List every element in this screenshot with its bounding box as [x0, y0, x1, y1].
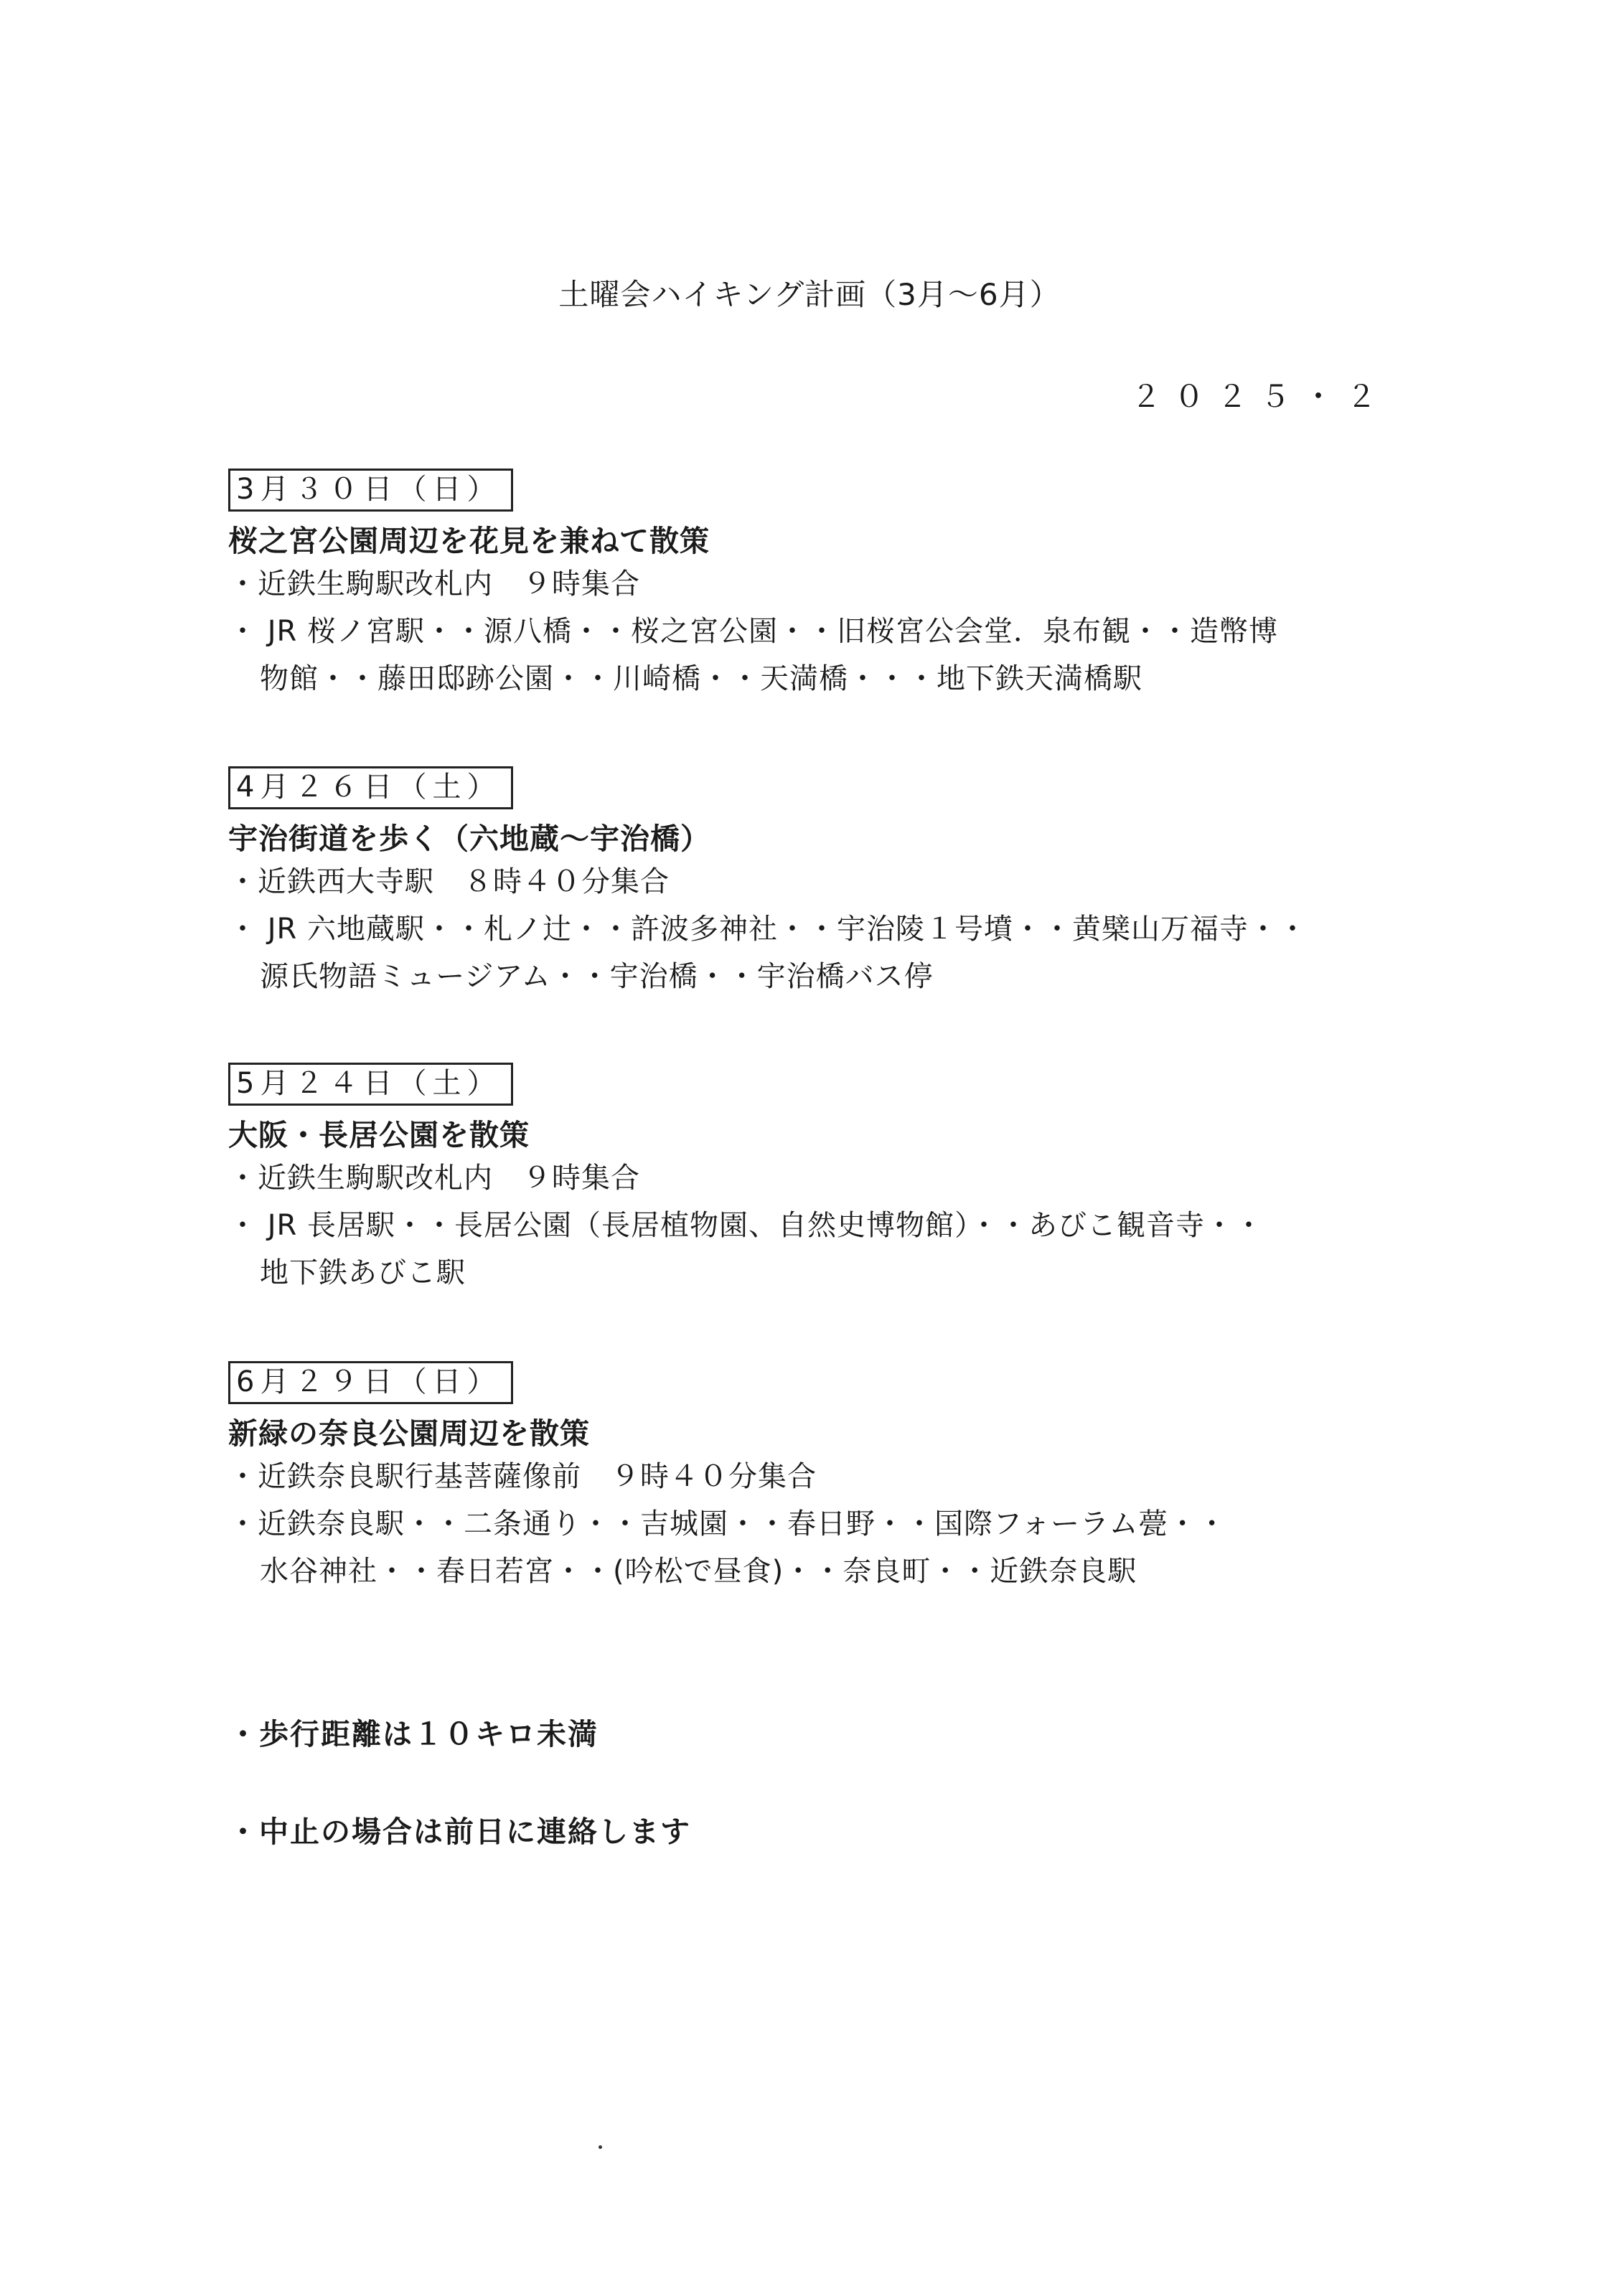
event-route-line: 物館・・藤田邸跡公園・・川崎橋・・天満橋・・・地下鉄天満橋駅 [260, 662, 1142, 695]
document-title: 土曜会ハイキング計画（3月～6月） [558, 277, 1061, 312]
event-meeting: ・近鉄生駒駅改札内 ９時集合 [228, 568, 640, 601]
event-route-line: ・ JR 長居駅・・長居公園（長居植物園、自然史博物館）・・あびこ観音寺・・ [228, 1209, 1264, 1242]
event-section-june [228, 1361, 1405, 1595]
event-route-line: 地下鉄あびこ駅 [260, 1256, 466, 1289]
event-section-april [228, 766, 1405, 1000]
event-date-box: 6月２９日（日） [228, 1361, 513, 1404]
event-section-may [228, 1063, 1405, 1297]
cancellation-note: ・中止の場合は前日に連絡します [228, 1815, 691, 1849]
event-date-box: 5月２４日（土） [228, 1063, 513, 1106]
event-meeting: ・近鉄奈良駅行基菩薩像前 ９時４０分集合 [228, 1460, 817, 1493]
event-heading: 新緑の奈良公園周辺を散策 [228, 1416, 590, 1451]
event-meeting: ・近鉄生駒駅改札内 ９時集合 [228, 1162, 640, 1195]
event-section-march [228, 469, 1405, 702]
event-route-line: 水谷神社・・春日若宮・・(吟松で昼食)・・奈良町・・近鉄奈良駅 [260, 1555, 1137, 1588]
event-route-line: ・ JR 桜ノ宮駅・・源八橋・・桜之宮公園・・旧桜宮公会堂．泉布観・・造幣博 [228, 615, 1279, 648]
event-route-line: 源氏物語ミュージアム・・宇治橋・・宇治橋バス停 [260, 960, 934, 993]
event-date-box: 4月２６日（土） [228, 766, 513, 809]
distance-note: ・歩行距離は１０キロ未満 [228, 1717, 599, 1751]
event-route-line: ・ JR 六地蔵駅・・札ノ辻・・許波多神社・・宇治陵１号墳・・黄檗山万福寺・・ [228, 913, 1308, 946]
stray-dot [599, 2145, 602, 2149]
event-route-line: ・近鉄奈良駅・・二条通り・・吉城園・・春日野・・国際フォーラム甍・・ [228, 1507, 1227, 1540]
event-date-box: 3月３０日（日） [228, 469, 513, 512]
event-heading: 大阪・長居公園を散策 [228, 1118, 530, 1152]
event-meeting: ・近鉄西大寺駅 ８時４０分集合 [228, 865, 670, 898]
document-date: ２０２５・２ [1130, 379, 1389, 414]
event-heading: 桜之宮公園周辺を花見を兼ねて散策 [228, 524, 710, 558]
event-heading: 宇治街道を歩く（六地蔵～宇治橋） [228, 822, 710, 856]
